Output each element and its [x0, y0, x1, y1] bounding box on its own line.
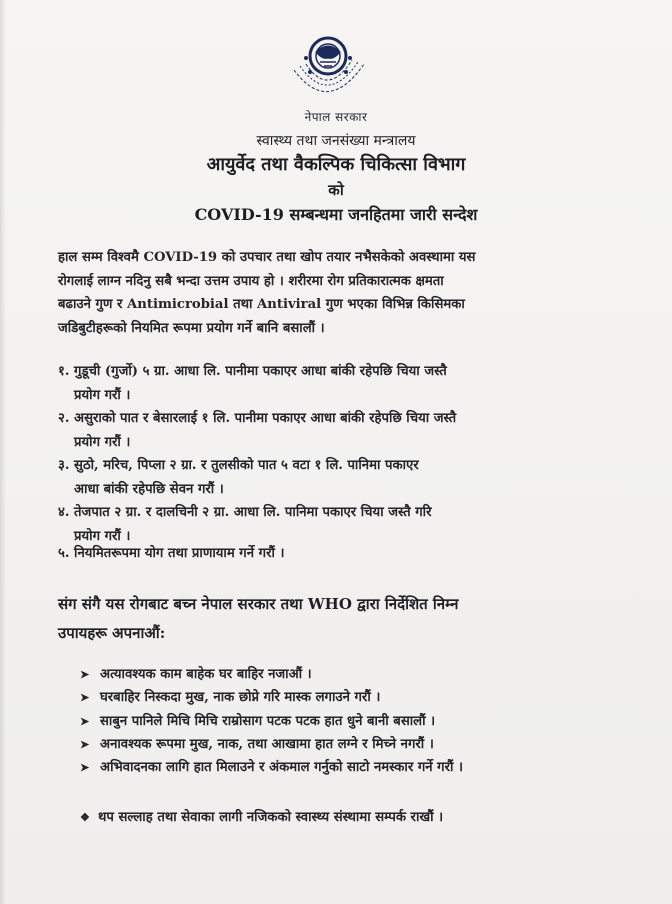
connector-word: को [328, 181, 344, 199]
remedy-line: प्रयोग गरौं । [74, 387, 131, 403]
notice-title: COVID-19 सम्बन्धमा जनहितमा जारी सन्देश [194, 205, 478, 224]
preventive-measures-list [80, 663, 640, 779]
remedy-line: प्रयोग गरौं । [74, 434, 131, 450]
remedy-item [58, 360, 618, 407]
remedy-line: २. असुराको पात र बेसारलाई १ लि. पानीमा पकाएर आधा बांकी रहेपछि चिया जस्तै [58, 411, 457, 426]
arrow-bullet-icon: ➤ [80, 761, 90, 775]
intro-paragraph [58, 246, 618, 340]
department-name: आयुर्वेद तथा वैकल्पिक चिकित्सा विभाग [206, 154, 466, 175]
intro-line: बढाउने गुण र Antimicrobial तथा Antiviral गुण भएका विभिन्न किसिमका [58, 297, 465, 312]
intro-line: जडिबुटीहरूको नियमित रूपमा प्रयोग गर्ने बानि बसालौं । [58, 320, 325, 336]
measure-item: ➤ घरबाहिर निस्कदा मुख, नाक छोप्ने गरि मास्क लगाउने गरौं । [80, 686, 640, 709]
measure-item: ➤ अनावश्यक रूपमा मुख, नाक, तथा आखामा हात लग्ने र मिच्ने नगरौं । [80, 733, 640, 756]
along-line: संग संगै यस रोगबाट बच्न नेपाल सरकार तथा WHO द्वारा निर्देशित निम्न [58, 595, 459, 613]
measure-item: ➤ अभिवादनका लागि हात मिलाउने र अंकमाल गर्नुको साटो नमस्कार गर्ने गरौं । [80, 756, 640, 779]
remedy-line: ३. सुठो, मरिच, पिप्ला २ ग्रा. र तुलसीको पात ५ वटा १ लि. पानिमा पकाएर [58, 458, 419, 473]
remedy-line: १. गुडूची (गुर्जो) ५ ग्रा. आधा लि. पानीमा पकाएर आधा बांकी रहेपछि चिया जस्तै [58, 364, 447, 379]
ministry-name: स्वास्थ्य तथा जनसंख्या मन्त्रालय [256, 133, 416, 149]
arrow-bullet-icon: ➤ [80, 714, 90, 728]
remedy-line: प्रयोग गरौं । [74, 528, 131, 544]
arrow-bullet-icon: ➤ [80, 691, 90, 705]
intro-line: रोगलाई लाग्न नदिनु सबै भन्दा उत्तम उपाय हो । शरीरमा रोग प्रतिकारात्मक क्षमता [58, 273, 444, 289]
remedy-item [58, 454, 618, 501]
arrow-bullet-icon: ➤ [80, 668, 90, 681]
along-paragraph [58, 590, 618, 648]
remedy-line: ४. तेजपात २ ग्रा. र दालचिनी २ ग्रा. आधा लि. पानिमा पकाएर चिया जस्तै गरि [58, 505, 432, 520]
remedy-line: ५. नियमितरूपमा योग तथा प्राणायाम गर्ने गरौं । [58, 546, 285, 561]
intro-line: हाल सम्म विश्वमै COVID-19 को उपचार तथा खोप तयार नभैसकेको अवस्थामा यस [58, 250, 476, 265]
measure-item: ➤ साबुन पानिले मिचि मिचि राम्रोसाग पटक पटक हात धुने बानी बसालौं । [80, 710, 640, 733]
emblem-caption: नेपाल सरकार [304, 110, 368, 124]
measure-item: ➤ अत्यावश्यक काम बाहेक घर बाहिर नजाऔं । [80, 663, 640, 686]
arrow-bullet-icon: ➤ [80, 737, 90, 751]
diamond-bullet-icon: ❖ [80, 811, 90, 824]
contact-note: ❖ थप सल्लाह तथा सेवाका लागी नजिकको स्वास्थ्य संस्थामा सम्पर्क राखौं । [80, 806, 640, 829]
remedy-line: आधा बांकी रहेपछि सेवन गरौं । [74, 481, 224, 497]
remedy-item [58, 501, 618, 548]
remedy-item [58, 542, 618, 566]
along-line: उपायहरू अपनाऔं: [58, 624, 166, 642]
remedy-item [58, 407, 618, 454]
